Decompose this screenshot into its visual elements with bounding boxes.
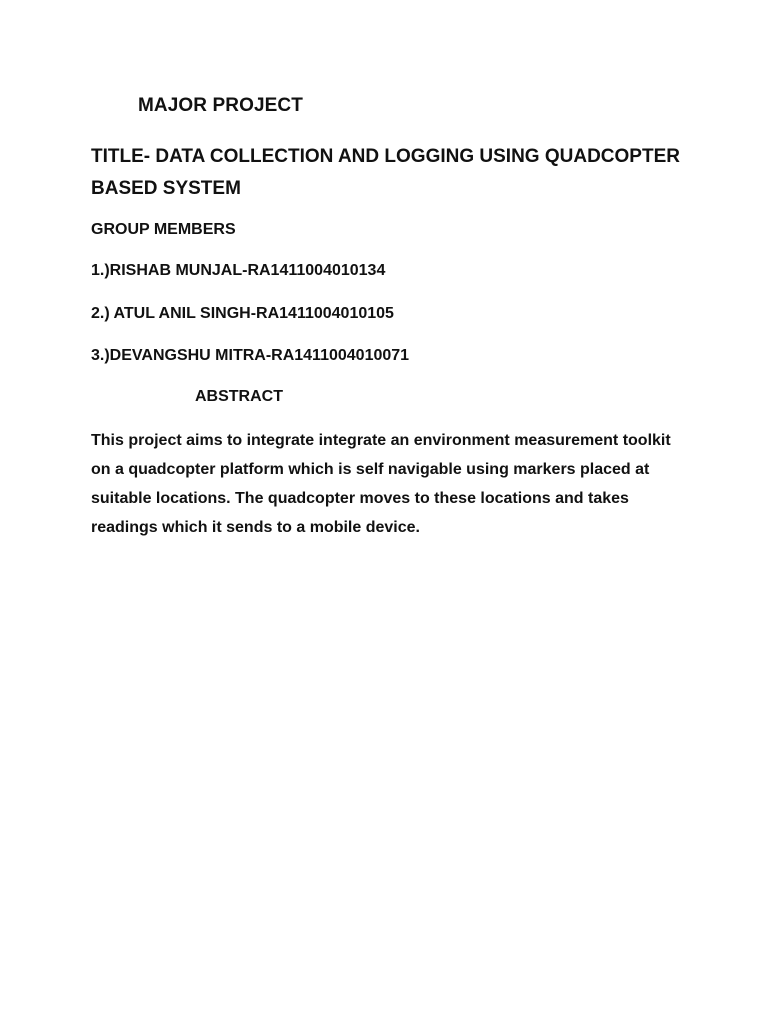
abstract-paragraph: This project aims to integrate integrate an environment measurement toolkit on a quadcopter platform which is self navigable using markers placed at suitable locations. The quadcopter moves to these locations and takes readings which it sends to a mobile device.: [91, 432, 671, 536]
project-heading: MAJOR PROJECT: [138, 95, 303, 116]
abstract-heading: ABSTRACT: [195, 388, 283, 405]
group-member-2: 2.) ATUL ANIL SINGH-RA1411004010105: [91, 305, 394, 322]
project-title: TITLE- DATA COLLECTION AND LOGGING USING QUADCOPTER BASED SYSTEM: [91, 146, 680, 199]
group-members-label: GROUP MEMBERS: [91, 221, 236, 238]
group-member-3: 3.)DEVANGSHU MITRA-RA1411004010071: [91, 347, 410, 364]
group-member-1: 1.)RISHAB MUNJAL-RA1411004010134: [91, 262, 386, 279]
